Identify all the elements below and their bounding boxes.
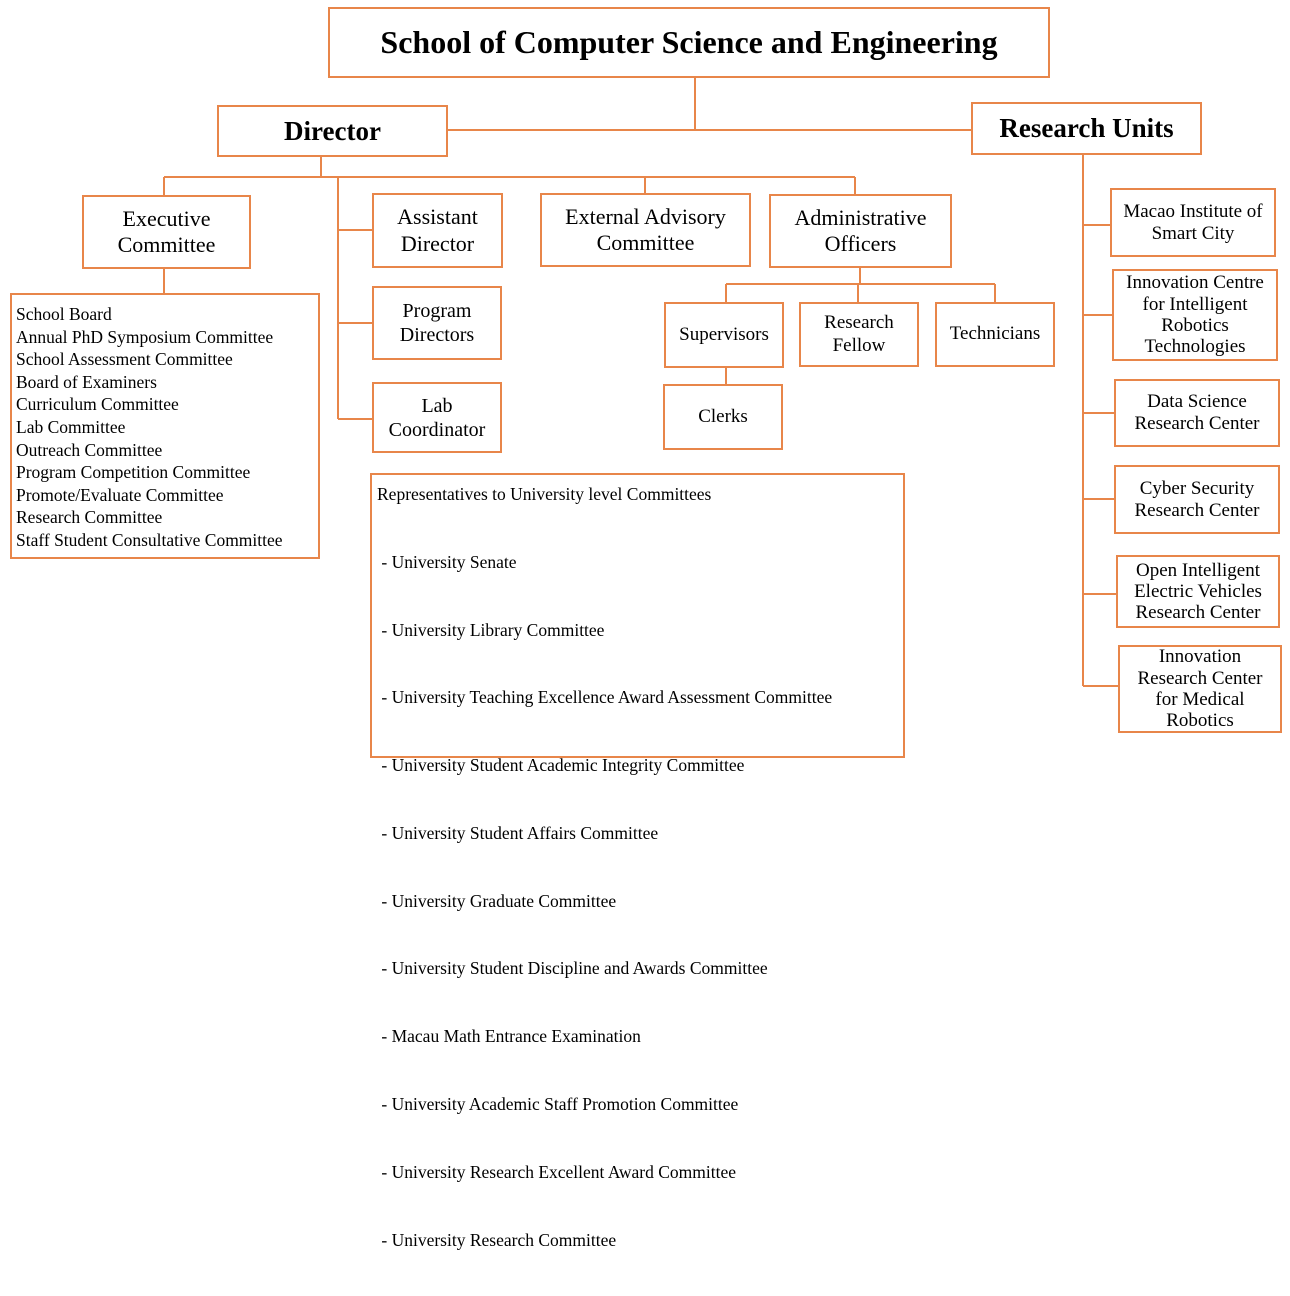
external-advisory-committee-label: External Advisory Committee	[565, 203, 726, 255]
director-label: Director	[284, 115, 381, 146]
list-item: - University Teaching Excellence Award Assessment Committee	[377, 687, 833, 708]
list-item: Program Competition Committee	[16, 462, 251, 483]
list-item: School Assessment Committee	[16, 349, 233, 370]
lab-coordinator-label: Lab Coordinator	[388, 394, 486, 441]
research-units-box	[971, 102, 1202, 155]
list-item: Outreach Committee	[16, 439, 163, 460]
research-unit-label: Macao Institute of Smart City	[1123, 200, 1263, 244]
administrative-officers-box	[769, 194, 952, 268]
technicians-box	[935, 302, 1055, 367]
school-title: School of Computer Science and Engineering	[380, 24, 998, 61]
research-fellow-box	[799, 302, 919, 367]
research-unit-label: Innovation Research Center for Medical Robotics	[1137, 646, 1263, 732]
lab-coordinator-box	[372, 382, 502, 453]
list-item: Staff Student Consultative Committee	[16, 529, 283, 550]
assistant-director-box	[372, 193, 503, 268]
list-item: - University Library Committee	[377, 619, 605, 640]
clerks-label: Clerks	[698, 405, 748, 427]
research-unit-box	[1116, 555, 1280, 628]
list-item: Lab Committee	[16, 416, 126, 437]
list-item: School Board	[16, 304, 112, 324]
assistant-director-label: Assistant Director	[397, 204, 478, 256]
executive-committee-label: Executive Committee	[117, 205, 216, 257]
school-title-box	[328, 7, 1050, 78]
research-units-label: Research Units	[999, 113, 1174, 144]
research-unit-label: Open Intelligent Electric Vehicles Research Center	[1134, 559, 1262, 624]
external-advisory-committee-box	[540, 193, 751, 267]
list-item: - University Student Discipline and Awards Committee	[377, 958, 768, 979]
administrative-officers-label: Administrative Officers	[794, 204, 927, 256]
program-directors-box	[372, 286, 502, 360]
list-item: Curriculum Committee	[16, 394, 179, 415]
director-box	[217, 105, 448, 157]
research-unit-label: Data Science Research Center	[1134, 391, 1260, 434]
list-item: - Macau Math Entrance Examination	[377, 1026, 641, 1047]
university-reps-heading: Representatives to University level Committees	[377, 484, 712, 504]
executive-committee-box	[82, 195, 251, 269]
research-unit-label: Cyber Security Research Center	[1134, 477, 1260, 521]
list-item: - University Student Academic Integrity Committee	[377, 755, 745, 776]
research-unit-box	[1114, 379, 1280, 447]
research-unit-box	[1110, 188, 1276, 257]
research-unit-box	[1112, 269, 1278, 361]
list-item: - University Student Affairs Committee	[377, 822, 659, 843]
list-item: - University Research Excellent Award Committee	[377, 1161, 736, 1182]
list-item: Research Committee	[16, 507, 163, 528]
list-item: Board of Examiners	[16, 371, 157, 392]
research-unit-box	[1118, 645, 1282, 733]
supervisors-box	[664, 302, 784, 368]
supervisors-label: Supervisors	[679, 323, 769, 345]
list-item: Promote/Evaluate Committee	[16, 484, 224, 505]
list-item: - University Senate	[377, 551, 517, 572]
list-item: - University Research Committee	[377, 1229, 617, 1250]
list-item: Annual PhD Symposium Committee	[16, 326, 274, 347]
program-directors-label: Program Directors	[399, 300, 475, 346]
research-unit-box	[1114, 465, 1280, 534]
research-unit-label: Innovation Centre for Intelligent Robotics Technologies	[1126, 272, 1264, 358]
executive-subcommittee-list	[10, 293, 320, 559]
research-fellow-label: Research Fellow	[824, 311, 894, 356]
university-reps-list	[370, 473, 905, 1250]
technicians-label: Technicians	[949, 323, 1041, 345]
list-item: - University Graduate Committee	[377, 890, 617, 911]
clerks-box	[663, 384, 783, 450]
list-item: - University Academic Staff Promotion Committee	[377, 1094, 739, 1115]
